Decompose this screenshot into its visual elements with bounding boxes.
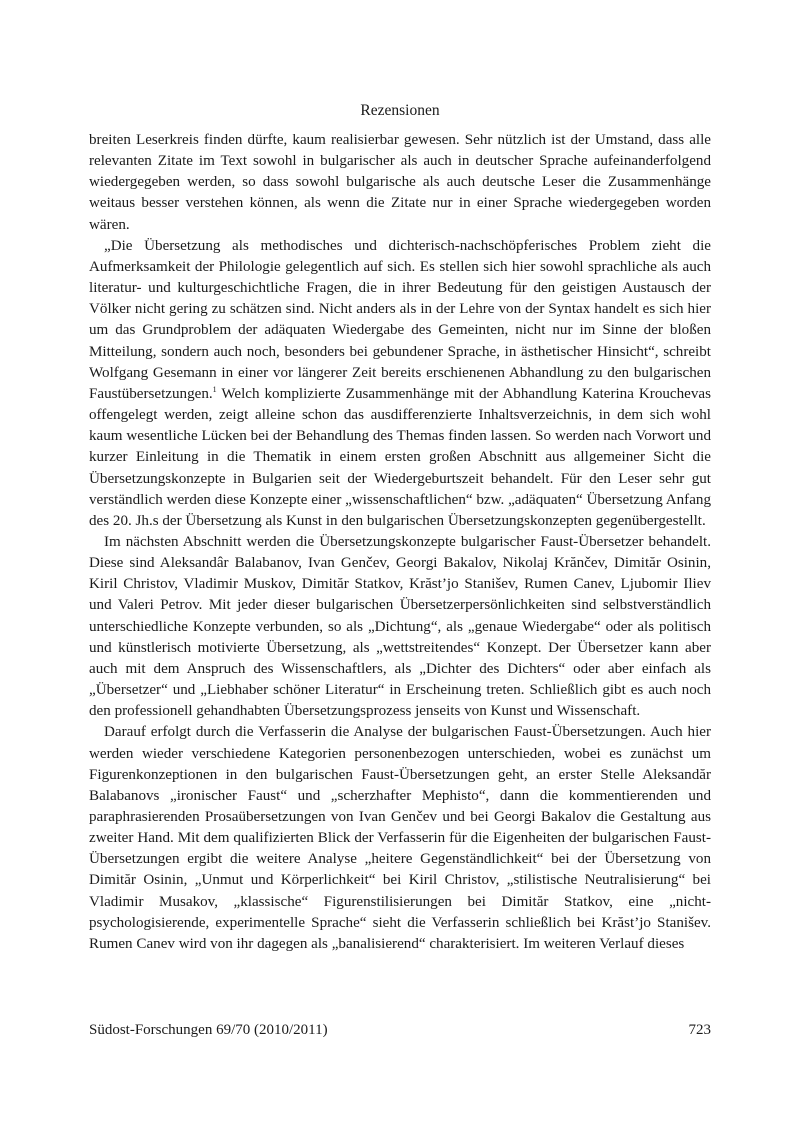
paragraph: breiten Leserkreis finden dürfte, kaum realisierbar gewesen. Sehr nützlich ist der Umstand, dass alle relevanten Zitate im Text sowohl in bulgarischer als auch in deutscher Sprache aufeinanderfolgend wiedergegeben werden, so dass sowohl bulgarische als auch deutsche Leser die Zusammenhänge weitaus besser verstehen können, als wenn die Zitate nur in einer Sprache wiedergegeben worden wären. [89,132,711,233]
journal-citation: Südost-Forschungen 69/70 (2010/2011) [89,1022,328,1038]
body-text [89,130,711,955]
paragraph-text: Welch komplizierte Zusammenhänge mit der Abhandlung Katerina Krouchevas offengelegt werden, zeigt alleine schon das ausdifferenzierte Inhaltsverzeichnis, in dem sich wohl kaum wesentliche Lücken bei der Behandlung des Themas finden lassen. So werden nach Vorwort und kurzer Einleitung in die Thematik in einem ersten großen Abschnitt aus allgemeiner Sicht die Übersetzungskonzepte in Bulgarien seit der Wiedergeburtszeit behandelt. Für den Leser sehr gut verständlich werden diese Konzepte einer „wissenschaftlichen“ bzw. „adäquaten“ Übersetzung Anfang des 20. Jh.s der Übersetzung als Kunst in den bulgarischen Übersetzungskonzepten gegenübergestellt. [89,385,711,529]
page-number: 723 [688,1022,711,1038]
paragraph [89,236,711,532]
footnote-marker[interactable]: 1 [212,384,217,394]
running-header: Rezensionen [360,102,440,119]
paragraph: Darauf erfolgt durch die Verfasserin die Analyse der bulgarischen Faust-Übersetzungen. Auch hier werden wieder verschiedene Kategorien personenbezogen unterschieden, wobei es zunächst um Figurenkonzeptionen in den bulgarischen Faust-Übersetzungen geht, an erster Stelle Aleksandăr Balabanovs „ironischer Faust“ und „scherzhafter Mephisto“, dann die kommentierenden und paraphrasierenden Prosaübersetzungen von Ivan Genčev und bei Georgi Bakalov die Gestaltung aus zweiter Hand. Mit dem qualifizierten Blick der Verfasserin für die Eigenheiten der bulgarischen Faust-Übersetzungen ergibt die weitere Analyse „heitere Gegenständlichkeit“ bei der Übersetzung von Dimităr Osinin, „Unmut und Körperlichkeit“ bei Kiril Christov, „stilistische Neutralisierung“ bei Vladimir Musakov, „klassische“ Figurenstilisierungen bei Dimităr Statkov, eine „nicht-psychologisierende, experimentelle Sprache“ sieht die Verfasserin schließlich bei Krăst’jo Stanišev. Rumen Canev wird von ihr dagegen als „banalisierend“ charakterisiert. Im weiteren Verlauf dieses [89,724,711,952]
paragraph: Im nächsten Abschnitt werden die Übersetzungskonzepte bulgarischer Faust-Übersetzer behandelt. Diese sind Aleksandâr Balabanov, Ivan Genčev, Georgi Bakalov, Nikolaj Krănčev, Dimităr Osinin, Kiril Christov, Vladimir Muskov, Dimităr Statkov, Krăst’jo Stanišev, Rumen Canev, Ljubomir Iliev und Valeri Petrov. Mit jeder dieser bulgarischen Übersetzerpersönlichkeiten sind selbstverständlich unterschiedliche Konzepte verbunden, so als „Dichtung“, als „genaue Wiedergabe“ oder als politisch und künstlerisch motivierte Übersetzung, als „wettstreitendes“ Konzept. Der Übersetzer kann aber auch mit dem Anspruch des Wissenschaftlers, als „Dichter des Dichters“ oder aber einfach als „Übersetzer“ und „Liebhaber schöner Literatur“ in Erscheinung treten. Schließlich gibt es auch noch den professionell gehandhabten Übersetzungsprozess jenseits von Kunst und Wissenschaft. [89,533,711,720]
paragraph-text: „Die Übersetzung als methodisches und dichterisch-nachschöpferisches Problem zieht die Aufmerksamkeit der Philologie gelegentlich auf sich. Es stellen sich hier sowohl sprachliche als auch literatur- und kulturgeschichtliche Fragen, die in ihrer Bedeutung für den geistigen Austausch der Völker nicht gering zu schätzen sind. Nicht anders als in der Lehre von der Syntax handelt es sich hier um das Grundproblem der adäquaten Wiedergabe des Gemeinten, nicht nur im Sinne der bloßen Mitteilung, sondern auch noch, besonders bei gebundener Sprache, in ästhetischer Hinsicht“, schreibt Wolfgang Gesemann in einer vor längerer Zeit bereits erschienenen Abhandlung zu den bulgarischen Faustübersetzungen. [89,237,711,402]
